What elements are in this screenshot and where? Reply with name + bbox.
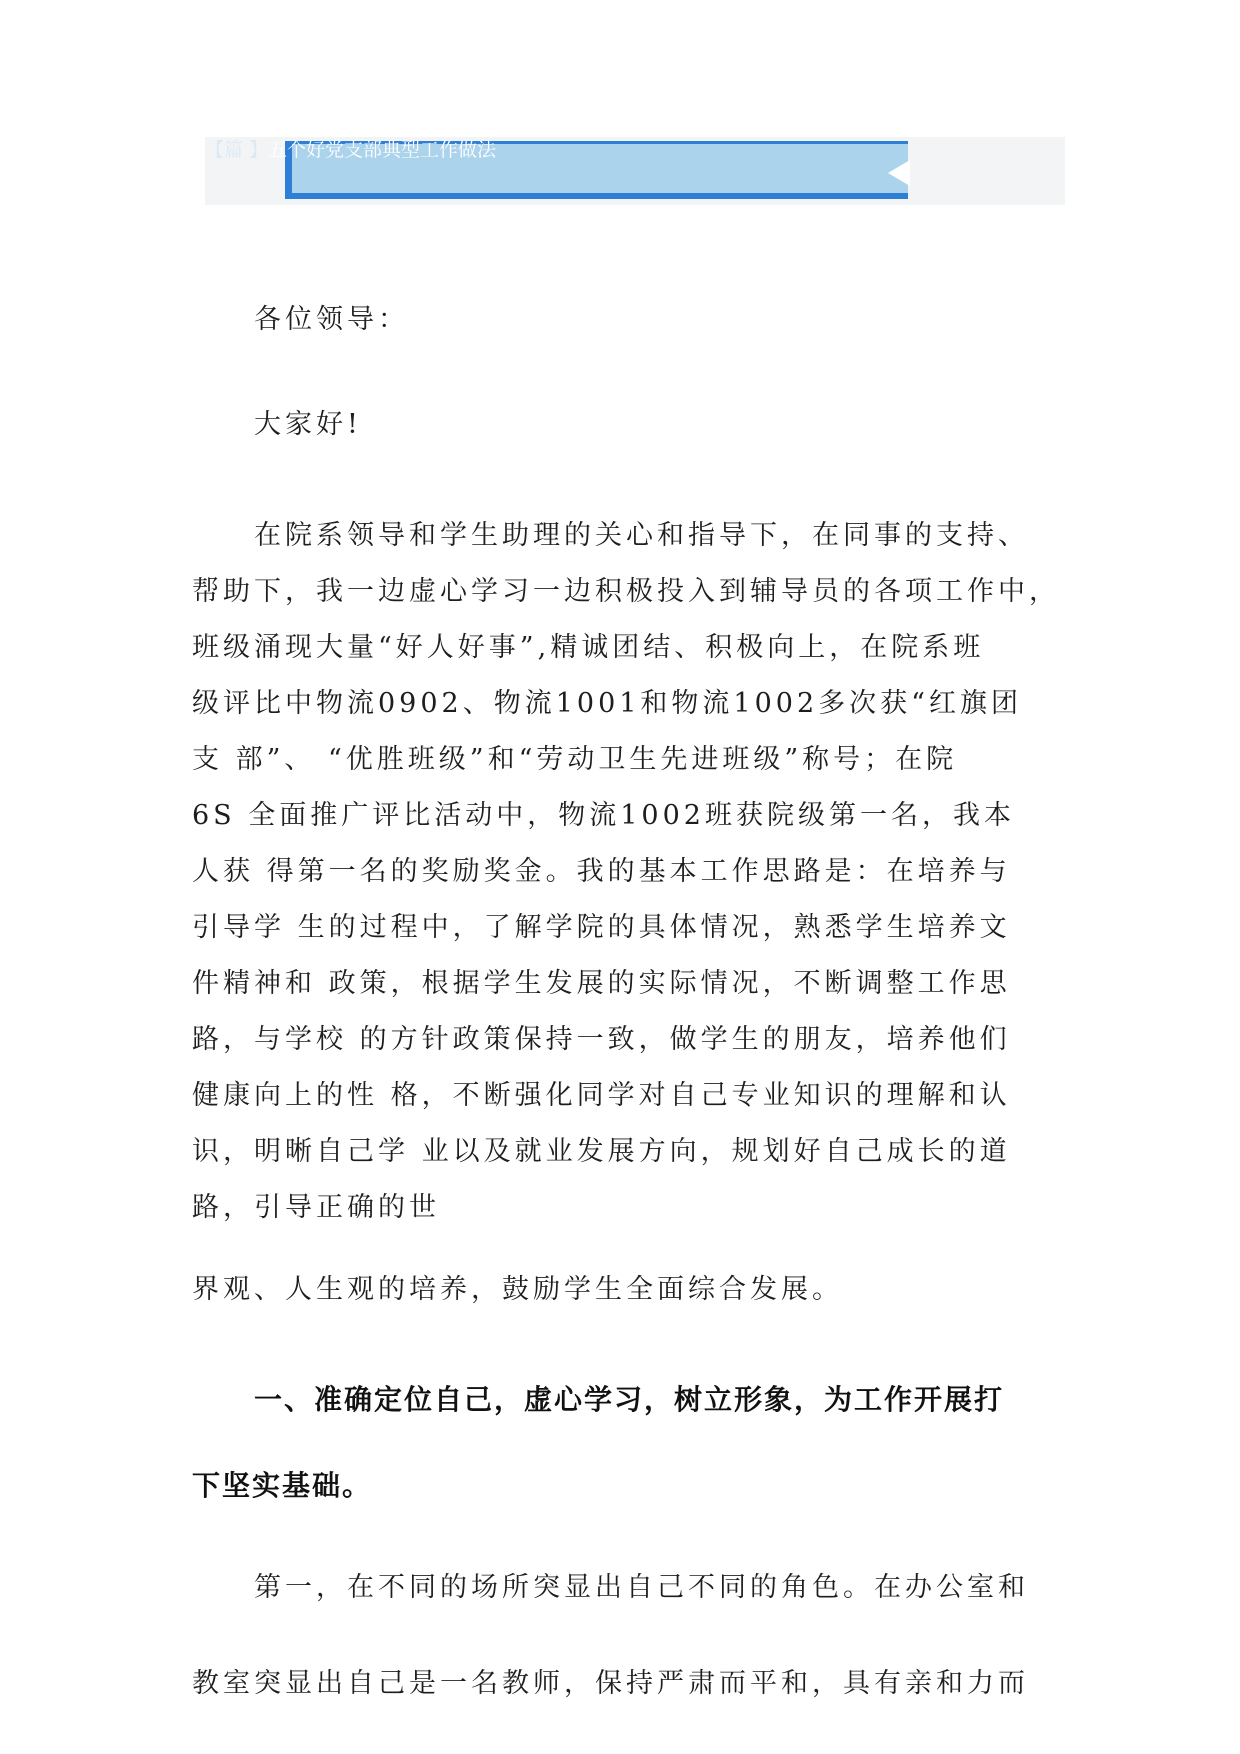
banner-title-text: 五个好党支部典型工作做法	[268, 139, 497, 161]
paragraph-line: 健康向上的性 格，不断强化同学对自己专业知识的理解和认	[192, 1080, 1011, 1111]
banner-arrow-notch	[888, 160, 910, 186]
paragraph-line: 在院系领导和学生助理的关心和指导下，在同事的支持、	[254, 520, 1029, 551]
banner-title	[205, 137, 1065, 163]
header-banner	[205, 137, 1065, 205]
paragraph-line: 识，明晰自己学 业以及就业发展方向，规划好自己成长的道	[192, 1136, 1011, 1167]
paragraph-line: 班级涌现大量“好人好事”,精诚团结、积极向上，在院系班	[192, 632, 985, 663]
paragraph-2-line-2: 教室突显出自己是一名教师，保持严肃而平和，具有亲和力而	[192, 1668, 1029, 1699]
section-heading-line-2: 下坚实基础。	[192, 1469, 373, 1502]
paragraph-line: 6S 全面推广评比活动中，物流1002班获院级第一名，我本	[192, 800, 1015, 831]
paragraph-line: 路，引导正确的世	[192, 1192, 440, 1223]
paragraph-line: 人获 得第一名的奖励奖金。我的基本工作思路是：在培养与	[192, 856, 1011, 887]
paragraph-2-line-1: 第一，在不同的场所突显出自己不同的角色。在办公室和	[254, 1572, 1029, 1603]
paragraph-line: 件精神和 政策，根据学生发展的实际情况，不断调整工作思	[192, 968, 1011, 999]
paragraph-line: 引导学 生的过程中，了解学院的具体情况，熟悉学生培养文	[192, 912, 1011, 943]
greeting: 大家好!	[254, 409, 362, 440]
paragraph-line: 帮助下，我一边虚心学习一边积极投入到辅导员的各项工作中，	[192, 576, 1060, 607]
paragraph-line: 级评比中物流0902、物流1001和物流1002多次获“红旗团	[192, 688, 1022, 719]
paragraph-line: 支 部”、 “优胜班级”和“劳动卫生先进班级”称号；在院	[192, 744, 958, 775]
section-heading-line-1: 一、准确定位自己，虚心学习，树立形象，为工作开展打	[254, 1383, 1005, 1416]
banner-title-prefix: 【篇 】	[205, 139, 269, 161]
paragraph-line: 路，与学校 的方针政策保持一致，做学生的朋友，培养他们	[192, 1024, 1011, 1055]
salutation: 各位领导：	[254, 304, 409, 335]
paragraph-line-tail: 界观、人生观的培养，鼓励学生全面综合发展。	[192, 1274, 843, 1305]
